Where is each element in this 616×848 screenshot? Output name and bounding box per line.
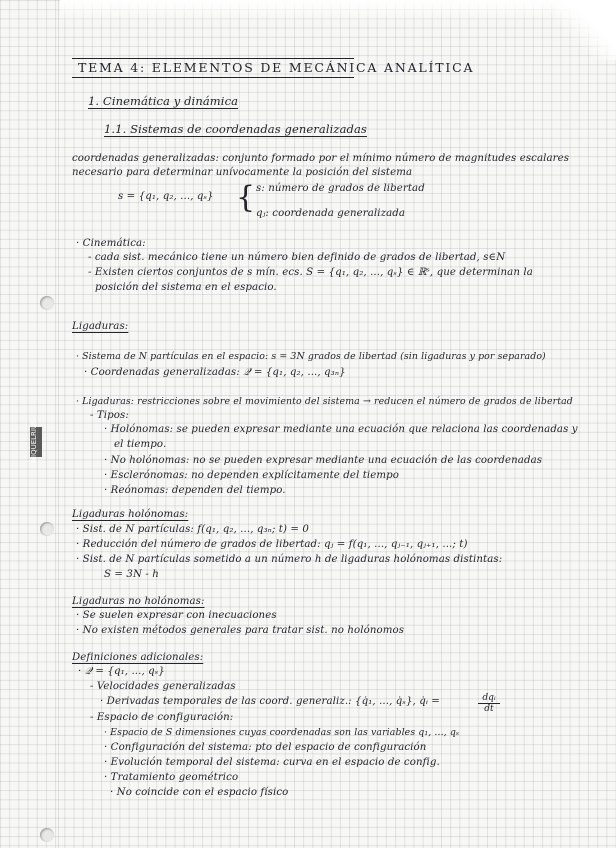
binder-hole-top [40,296,54,310]
binder-hole-middle [40,522,54,536]
heading-holonomas: Ligaduras holónomas: [72,509,189,520]
text-line: · Sist. de N partículas sometido a un número h de ligaduras holónomas distintas: [76,554,503,565]
text-line: · No holónomas: no se pueden expresar mediante una ecuación de las coordenadas [104,455,543,466]
heading-no-holonomas: Ligaduras no holónomas: [72,596,205,607]
text-line: - Tipos: [90,410,129,421]
text-line: necesario para determinar unívocamente la posición del sistema [72,167,413,178]
fraction-numerator: dqᵢ [478,693,500,704]
page-edge [60,0,580,22]
text-line: coordenadas generalizadas: conjunto formado por el mínimo número de magnitudes escalares [72,153,570,164]
brace: { [236,180,256,215]
text-line: · Espacio de S dimensiones cuyas coordenadas son las variables q₁, ..., qₛ [104,727,460,738]
heading-ligaduras: Ligaduras: [72,321,129,332]
text-line: · Tratamiento geométrico [104,772,239,783]
text-line: · Evolución temporal del sistema: curva en el espacio de config. [104,757,440,768]
binder-hole-bottom [40,828,54,842]
section-heading: 1. Cinemática y dinámica [88,94,239,108]
fraction-denominator: dt [484,704,494,714]
derivative-fraction [478,693,500,719]
text-line: S = 3N - h [104,569,159,580]
text-line: · Derivadas temporales de las coord. generaliz.: {q̇₁, ..., q̇ₛ}, q̇ᵢ = [100,696,440,707]
formula-line: s = {q₁, q₂, ..., qₛ} [118,191,214,202]
text-line: · Se suelen expresar con inecuaciones [76,610,277,621]
text-line: · No coincide con el espacio físico [110,787,289,798]
text-line: · Configuración del sistema: pto del espacio de configuración [104,742,427,753]
page-title: TEMA 4: ELEMENTOS DE MECÁNICA ANALÍTICA [78,60,475,75]
text-line: · No existen métodos generales para tratar sist. no holónomos [76,625,405,636]
text-line: · Reónomas: dependen del tiempo. [104,485,286,496]
text-line: · Coordenadas generalizadas: 𝒬 = {q₁, q₂, ..., q₃ₙ} [84,367,346,378]
text-line: · Cinemática: [76,238,146,249]
text-line: posición del sistema en el espacio. [95,282,277,293]
text-line: · Sist. de N partículas: f(q₁, q₂, ..., q₃ₙ; t) = 0 [76,524,309,535]
folded-corner [556,0,616,60]
text-line: · Ligaduras: restricciones sobre el movimiento del sistema → reducen el número de grados de libertad [76,396,573,407]
text-line: el tiempo. [114,439,167,450]
heading-definiciones: Definiciones adicionales: [72,652,204,663]
text-line: · Holónomas: se pueden expresar mediante una ecuación que relaciona las coordenadas y [104,424,578,435]
margin-line [58,0,59,848]
text-line: - Velocidades generalizadas [90,681,236,692]
text-line: s: número de grados de libertad [256,183,425,194]
text-line: - Espacio de configuración: [90,712,234,723]
brand-logo: MIQUELRIUS [30,427,42,457]
text-line: · 𝒬 = {q₁, ..., qₛ} [78,666,165,677]
text-line: · Esclerónomas: no dependen explícitamente del tiempo [104,470,400,481]
text-line: · Sistema de N partículas en el espacio: s = 3N grados de libertad (sin ligaduras y por separado) [76,351,546,362]
text-line: - Existen ciertos conjuntos de s mín. ecs. S = {q₁, q₂, ..., qₛ} ∈ ℝˢ, que determinan la [88,267,533,278]
text-line: qⱼ: coordenada generalizada [256,208,406,219]
subsection-heading: 1.1. Sistemas de coordenadas generalizadas [104,122,367,136]
text-line: · Reducción del número de grados de libertad: qⱼ = f(q₁, ..., qⱼ₋₁, qⱼ₊₁, ...; t) [76,539,468,550]
text-line: - cada sist. mecánico tiene un número bien definido de grados de libertad, s∈N [88,252,506,263]
